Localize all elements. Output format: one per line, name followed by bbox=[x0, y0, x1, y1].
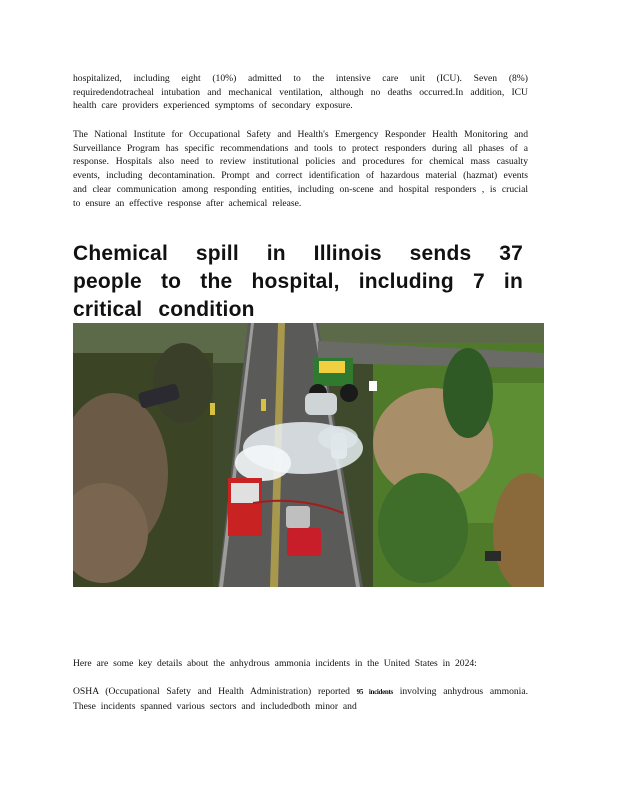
paragraph-niosh: The National Institute for Occupational Safety and Health's Emergency Responder Health Monitoring and Surveillance Program has specific recommendations and tools to protect responders during all phases of a response. Hospitals also need to review institutional policies and procedures for chemical mass casualty events, including decontamination. Prompt and correct identification of hazardous material (hazmat) events and clear communication among responding entities, including on-scene and hospital responders , is crucial to ensure an effective response after achemical release. bbox=[73, 129, 528, 209]
osha-text-start: OSHA (Occupational Safety and Health Administration) reported bbox=[73, 686, 350, 697]
paragraph-icu-stats: hospitalized, including eight (10%) admitted to the intensive care unit (ICU). Seven (8%) requiredendotracheal intubation and mechanical ventilation, although no deaths occurred.In addition, ICU health care providers experienced symptoms of secondary exposure. bbox=[73, 73, 528, 112]
incident-count: 95 incidents bbox=[356, 688, 393, 696]
osha-text-end: involving anhydrous ammonia. These incidents spanned various sectors and includedboth minor and bbox=[73, 686, 528, 712]
article-headline: Chemical spill in Illinois sends 37 people to the hospital, including 7 in critical condition bbox=[73, 242, 523, 321]
paragraph-osha bbox=[73, 685, 528, 713]
paragraph-ammonia-intro: Here are some key details about the anhydrous ammonia incidents in the United States in 2024: bbox=[73, 658, 477, 669]
spill-scene-photo bbox=[73, 323, 544, 587]
